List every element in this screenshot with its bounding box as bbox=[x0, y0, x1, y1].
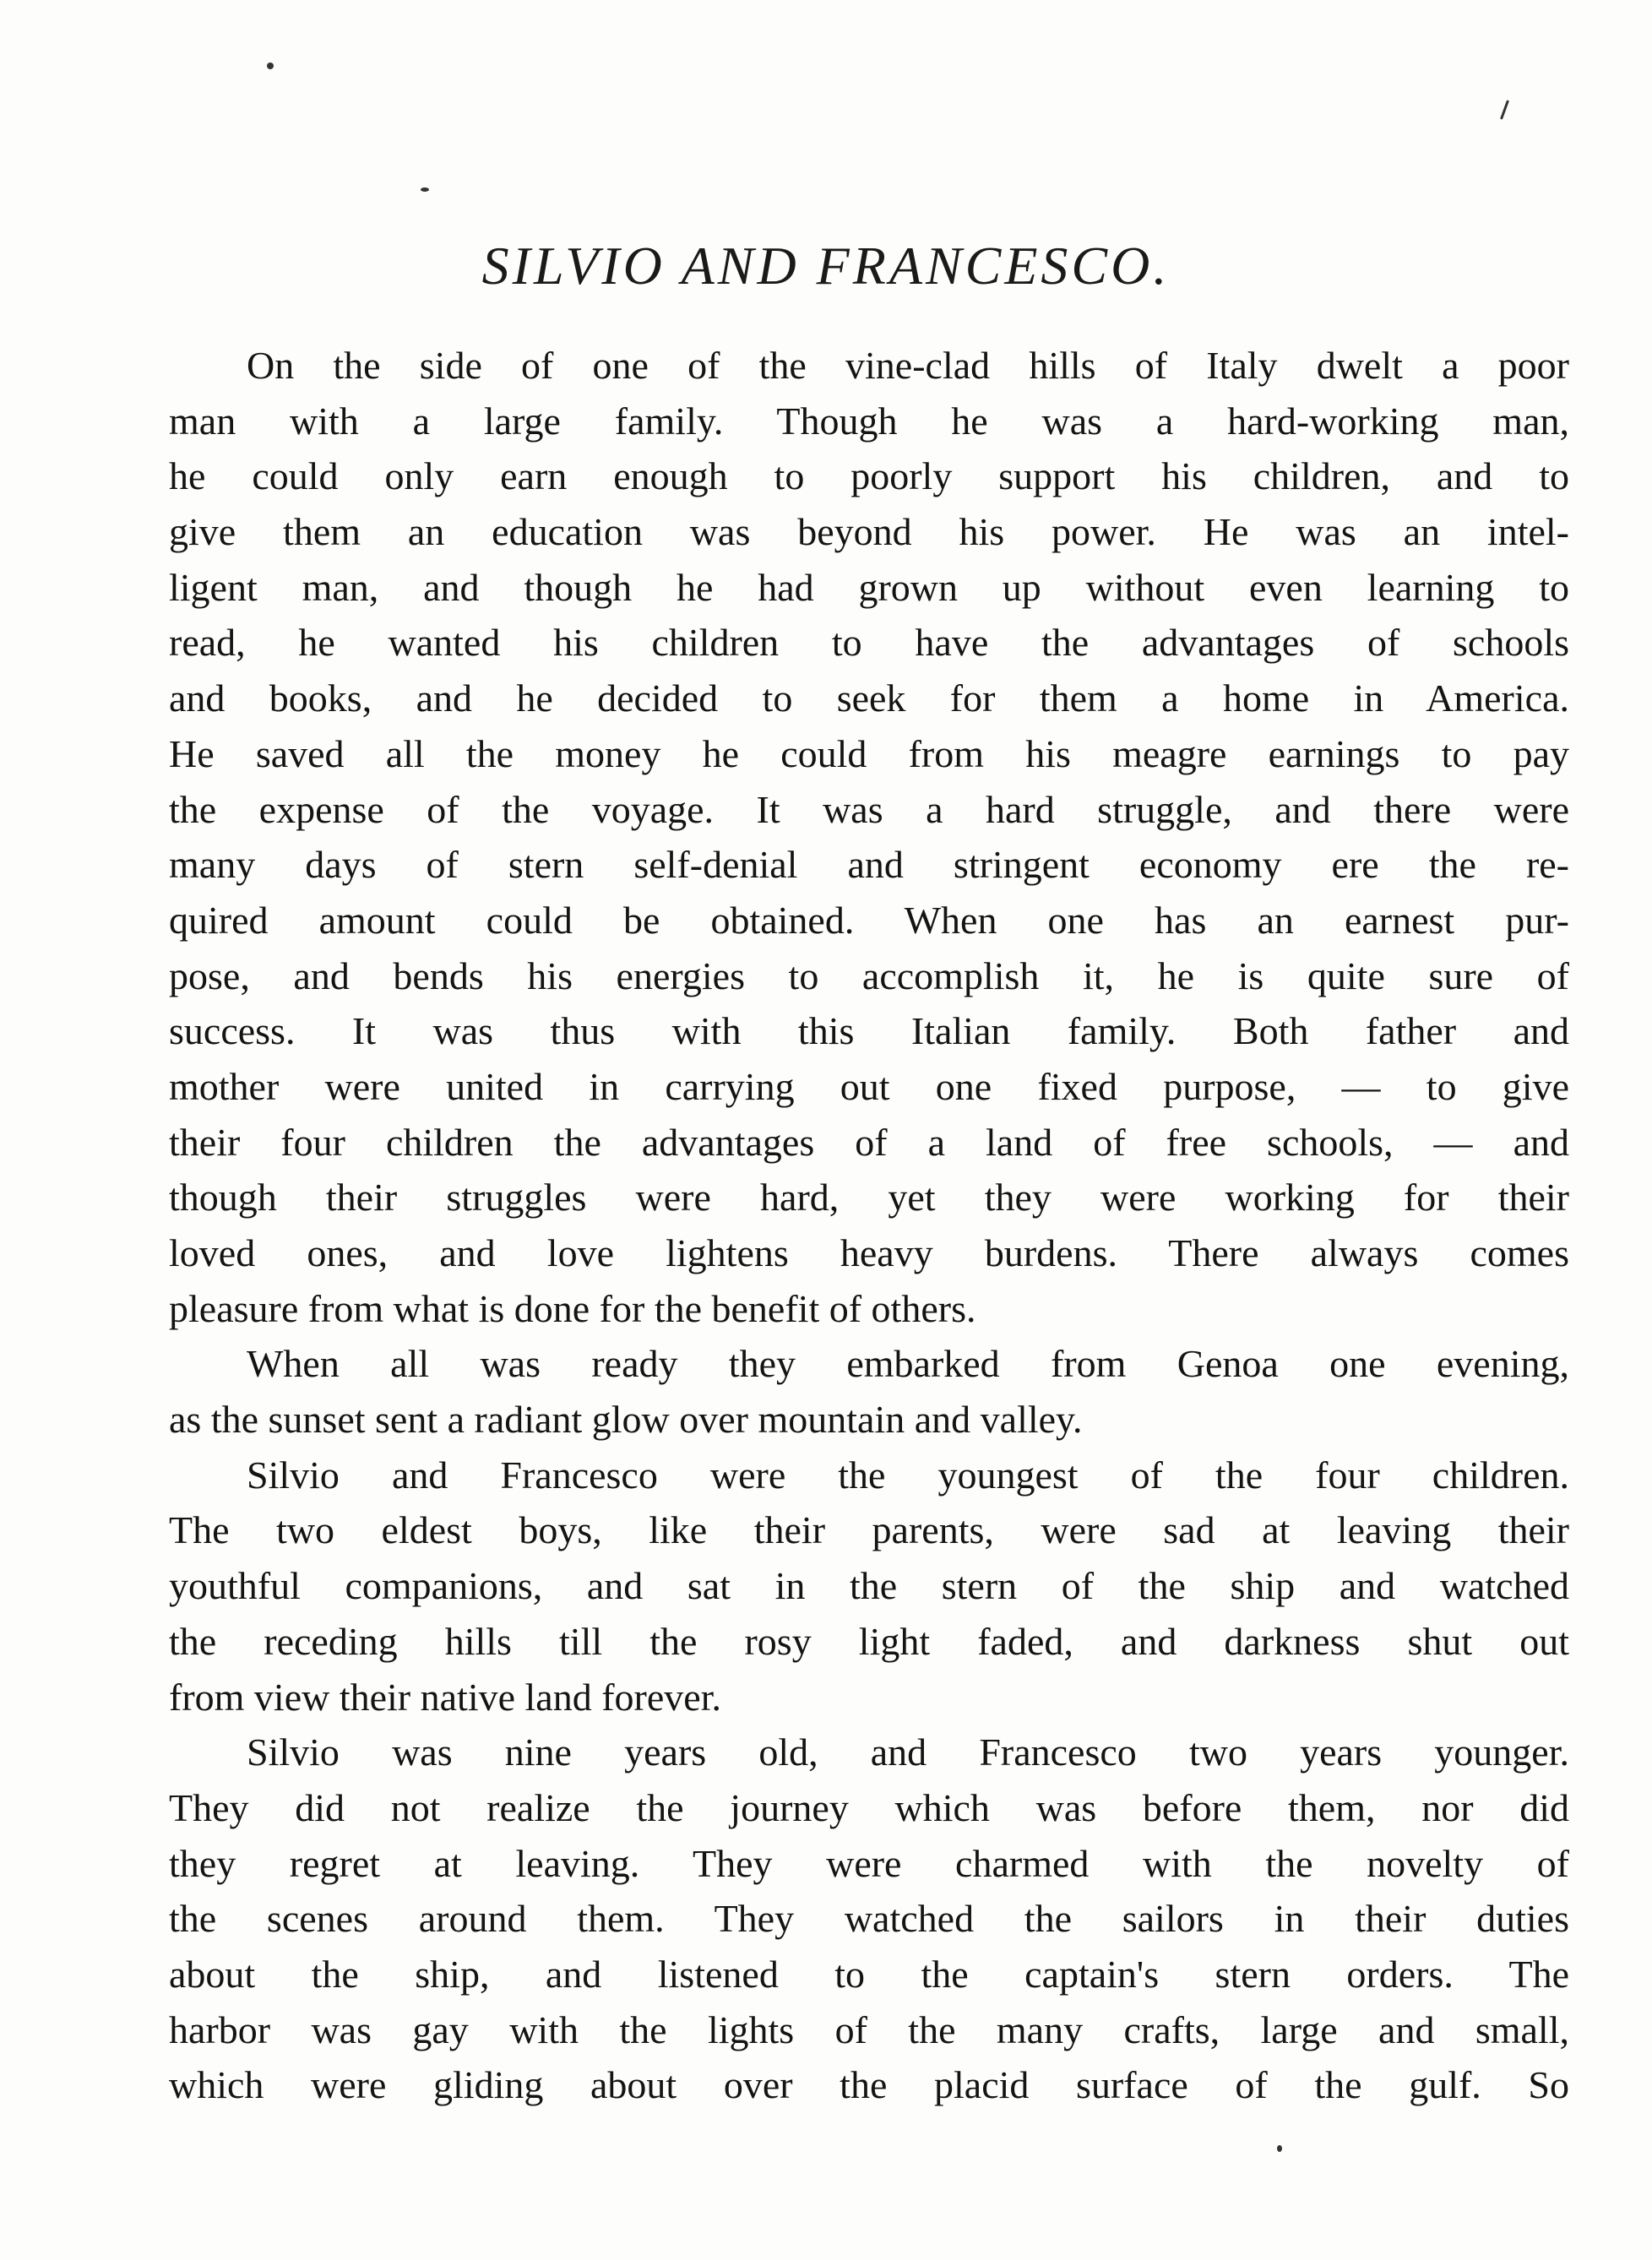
text-line: quired amount could be obtained. When one has an earnest pur- bbox=[169, 898, 1569, 942]
text-line: and books, and he decided to seek for them a home in America. bbox=[169, 676, 1569, 720]
text-line: harbor was gay with the lights of the many crafts, large and small, bbox=[169, 2007, 1569, 2051]
text-line: as the sunset sent a radiant glow over mountain and valley. bbox=[169, 1398, 1083, 1442]
text-line: give them an education was beyond his power. He was an intel- bbox=[169, 510, 1569, 554]
text-line: Silvio was nine years old, and Francesco two years younger. bbox=[247, 1730, 1569, 1774]
scan-speck bbox=[421, 187, 429, 192]
text-line: On the side of one of the vine-clad hills of Italy dwelt a poor bbox=[247, 344, 1569, 387]
text-line: The two eldest boys, like their parents, were sad at leaving their bbox=[169, 1508, 1569, 1552]
scan-speck bbox=[1277, 2145, 1282, 2152]
text-line: ligent man, and though he had grown up without even learning to bbox=[169, 565, 1569, 609]
body-text bbox=[169, 338, 1569, 2113]
text-line: about the ship, and listened to the captain's stern orders. The bbox=[169, 1952, 1569, 1996]
text-line: Silvio and Francesco were the youngest of the four children. bbox=[247, 1453, 1569, 1497]
text-line: They did not realize the journey which was before them, nor did bbox=[169, 1785, 1569, 1829]
text-line: success. It was thus with this Italian family. Both father and bbox=[169, 1009, 1569, 1053]
text-line: mother were united in carrying out one fixed purpose, — to give bbox=[169, 1064, 1569, 1108]
text-line: he could only earn enough to poorly support his children, and to bbox=[169, 454, 1569, 498]
text-line: many days of stern self-denial and stringent economy ere the re- bbox=[169, 843, 1569, 887]
scan-speck bbox=[1500, 100, 1509, 120]
text-line: the receding hills till the rosy light faded, and darkness shut out bbox=[169, 1619, 1569, 1663]
text-line: their four children the advantages of a land of free schools, — and bbox=[169, 1120, 1569, 1164]
text-line: though their struggles were hard, yet they were working for their bbox=[169, 1176, 1569, 1220]
chapter-title: SILVIO AND FRANCESCO. bbox=[481, 236, 1171, 296]
text-line: pleasure from what is done for the benefit of others. bbox=[169, 1286, 976, 1330]
scan-speck bbox=[267, 62, 274, 69]
text-line: pose, and bends his energies to accomplish it, he is quite sure of bbox=[169, 953, 1569, 997]
text-line: He saved all the money he could from his meagre earnings to pay bbox=[169, 731, 1569, 775]
text-line: man with a large family. Though he was a hard-working man, bbox=[169, 399, 1569, 443]
text-line: When all was ready they embarked from Genoa one evening, bbox=[247, 1342, 1569, 1386]
text-line: the scenes around them. They watched the sailors in their duties bbox=[169, 1897, 1569, 1941]
text-line: from view their native land forever. bbox=[169, 1675, 721, 1719]
text-line: loved ones, and love lightens heavy burdens. There always comes bbox=[169, 1231, 1569, 1274]
text-line: the expense of the voyage. It was a hard struggle, and there were bbox=[169, 787, 1569, 831]
text-line: youthful companions, and sat in the stern of the ship and watched bbox=[169, 1564, 1569, 1608]
text-line: they regret at leaving. They were charmed with the novelty of bbox=[169, 1841, 1569, 1885]
text-line: which were gliding about over the placid surface of the gulf. So bbox=[169, 2063, 1569, 2107]
text-line: read, he wanted his children to have the advantages of schools bbox=[169, 621, 1569, 665]
